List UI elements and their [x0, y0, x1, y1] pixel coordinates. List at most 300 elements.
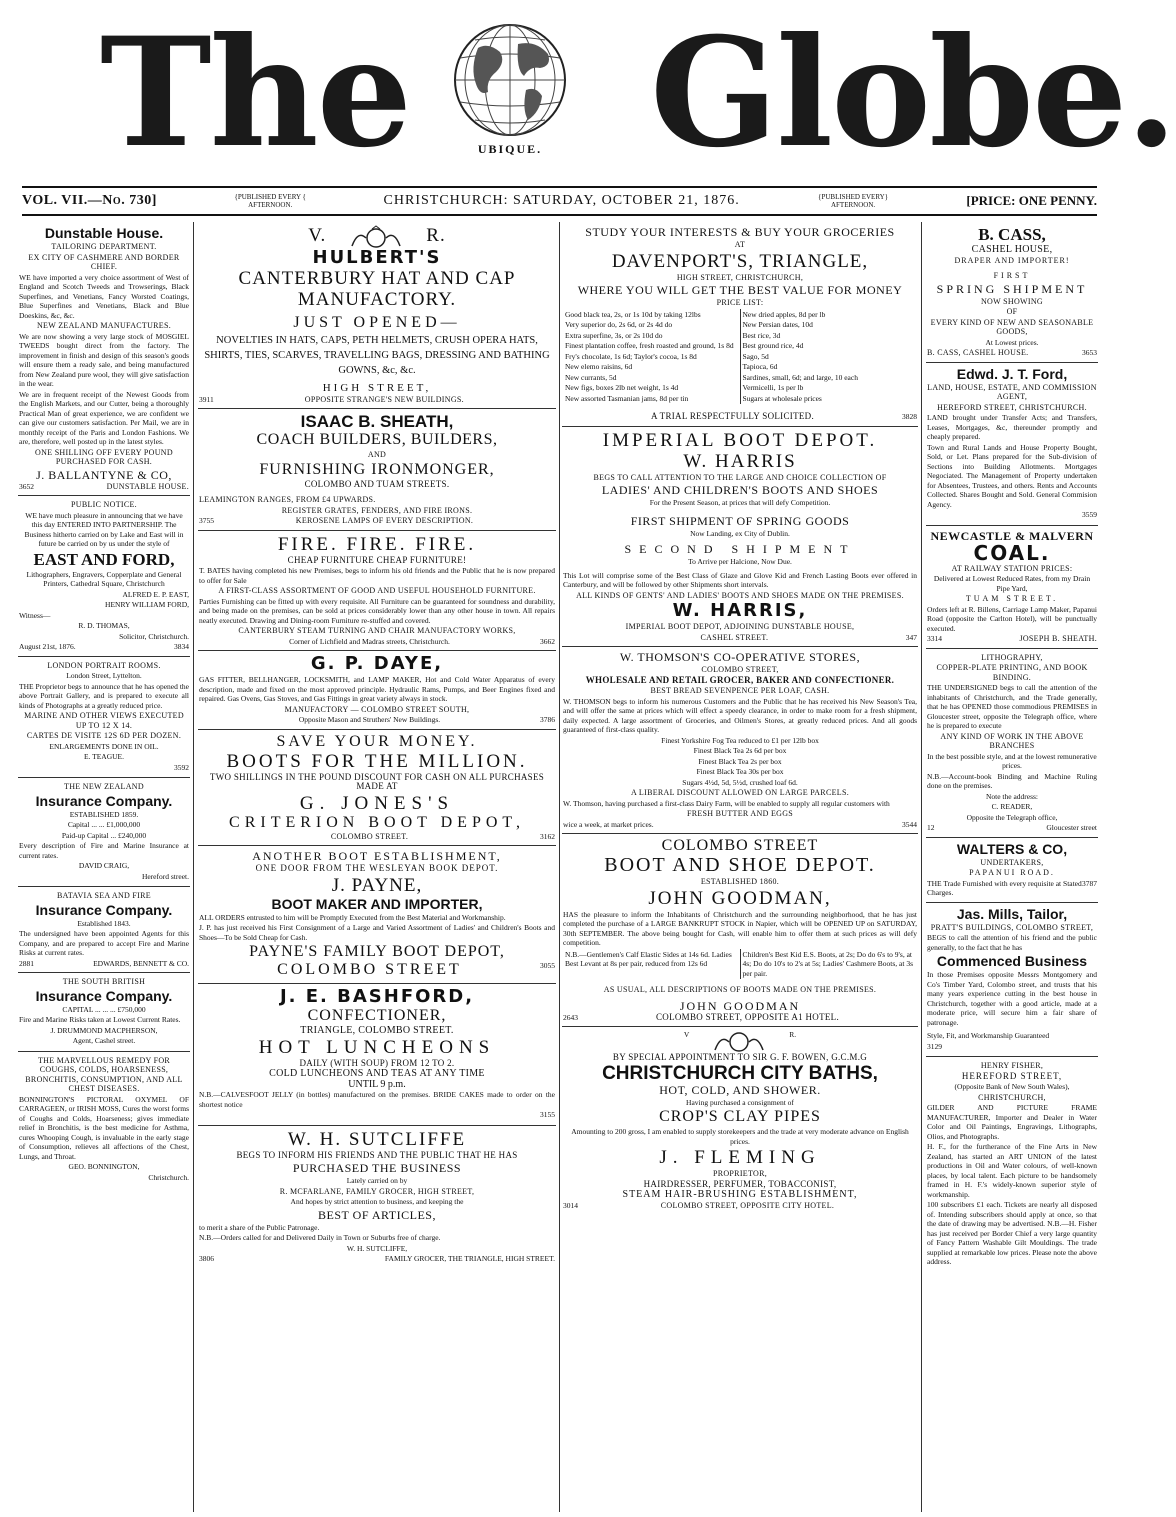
publication-note-left: {PUBLISHED EVERY { AFTERNOON.: [234, 193, 306, 209]
ad-text: At Lowest prices.: [985, 337, 1039, 347]
ad-text: LEAMINGTON RANGES, FROM £4 UPWARDS.: [199, 495, 376, 505]
ad-address: Hereford street.: [141, 871, 189, 881]
ad-text: Amounting to 200 gross, I am enabled to supply storekeepers and the trade at very moderate advance on English prices.: [571, 1127, 909, 1146]
price-item: Finest Yorkshire Fog Tea reduced to £1 per 12lb box: [661, 735, 819, 745]
ad-city-baths: [562, 1027, 918, 1214]
ad-bonnington-remedy: [18, 1052, 190, 1188]
ad-text: In the best possible style, and at the lowest remunerative prices.: [927, 751, 1097, 770]
ad-text: N.B.—CALVESFOOT JELLY (in bottles) manufactured on the premises. BRIDE CAKES made to order on the shortest notice: [199, 1090, 555, 1109]
ad-text: COLD LUNCHEONS AND TEAS AT ANY TIME: [269, 1068, 485, 1080]
ad-title: FIRE. FIRE. FIRE.: [277, 533, 477, 555]
ad-address: COLOMBO AND TUAM STREETS.: [304, 478, 450, 489]
ad-firm-name: DAVENPORT'S, TRIANGLE,: [611, 250, 869, 272]
ad-subtitle: WHOLESALE AND RETAIL GROCER, BAKER AND CONFECTIONER.: [585, 674, 895, 685]
price-item: New figs, boxes 2lb net weight, 1s 4d: [565, 383, 679, 392]
ad-subtitle: THE NEW ZEALAND: [64, 782, 144, 791]
column-rule: [193, 222, 194, 1512]
price-item: Sugars at wholesale prices: [742, 393, 822, 403]
column-1: [18, 222, 190, 1512]
ad-isaac-sheath: [198, 409, 556, 531]
ad-address: Agent, Cashel street.: [72, 1036, 136, 1045]
ad-london-portrait: [18, 657, 190, 779]
ad-number: 3155: [540, 1110, 555, 1120]
ad-text: ALL ORDERS entrusted to him will be Promptly Executed from the Best Material and Workmanship.: [199, 912, 506, 922]
ad-jones-criterion: [198, 730, 556, 847]
ad-text: HAIRDRESSER, PERFUMER, TOBACCONIST,: [643, 1178, 837, 1189]
ad-address: HEREFORD STREET, CHRISTCHURCH.: [937, 402, 1087, 412]
ad-text: Lithographers, Engravers, Copperplate and General Printers, Cathedral Square, Christchurch: [26, 569, 182, 588]
ad-number: 3055: [539, 961, 555, 971]
ad-title: SPRING SHIPMENT: [936, 281, 1088, 296]
ad-number: 3314: [927, 634, 942, 643]
ad-text: Established 1843.: [77, 918, 131, 928]
ad-text: CANTERBURY STEAM TURNING AND CHAIR MANUFACTORY WORKS,: [238, 626, 516, 636]
publication-note-right: {PUBLISHED EVERY} AFTERNOON.: [818, 193, 889, 209]
ad-firm-name: J. E. BASHFORD,: [279, 986, 475, 1008]
ad-text: BEGS to call the attention of his friend and the public generally, to the fact that he has: [927, 933, 1097, 952]
ad-daye: [198, 651, 556, 730]
ad-text: ENLARGEMENTS DONE IN OIL.: [49, 741, 159, 751]
price-item: Best ground rice, 4d: [742, 341, 804, 350]
ad-subtitle: LAND, HOUSE, ESTATE, AND COMMISSION AGENT,: [927, 382, 1097, 401]
ad-address: Gloucester street: [1046, 823, 1097, 832]
ad-text: HAS the pleasure to inform the Inhabitants of Christchurch and the surrounding neighborhood, that he has just completed the purchase of a LARGE BANKRUPT STOCK in Napier, which will be OPENED UP on SATURDAY, 30th SEPTEMBER. The above being bought for Cash, will enable him to offer them at such prices as will defy competition.: [563, 909, 917, 947]
ad-batavia-insurance: [18, 887, 190, 973]
ad-address: DUNSTABLE HOUSE.: [106, 481, 189, 491]
ad-firm-name: HENRY FISHER,: [980, 1061, 1044, 1070]
royal-crest-icon: [346, 226, 406, 248]
ad-text: EX CITY OF CASHMERE AND BORDER CHIEF.: [28, 252, 180, 271]
ad-signature: HENRY WILLIAM FORD,: [105, 600, 189, 609]
ad-firm-name: JOHN GOODMAN,: [648, 887, 832, 909]
ad-subtitle: HOT, COLD, AND SHOWER.: [659, 1082, 821, 1097]
ad-text: Solicitor, Christchurch.: [119, 631, 189, 641]
ad-address: Corner of Lichfield and Madras streets, Christchurch.: [289, 636, 450, 646]
ad-title: LONDON PORTRAIT ROOMS.: [47, 660, 161, 670]
ad-text: 100 subscribers £1 each. Tickets are nearly all disposed of. Intending subscribers should apply at once, so that the date of drawing may be advertised. N.B.—H. Fisher has just received per Border Chief a very large quantity of Fancy Pattern Washable Gilt Mouldings. The trade supplied at remarkable low prices. Please note the above address.: [927, 1200, 1097, 1266]
ad-text: T. BATES having completed his new Premises, begs to inform his old friends and the Public that he is now prepared to offer for Sale: [199, 566, 555, 585]
price-item: Sardines, small, 6d; and large, 10 each: [742, 372, 858, 382]
ad-signature: E. TEAGUE.: [83, 752, 125, 761]
ad-text: FRESH BUTTER AND EGGS: [686, 809, 794, 818]
price-item: New assorted Tasmanian jams, 8d per tin: [565, 393, 689, 403]
ad-subtitle: NEW ZEALAND MANUFACTURES.: [36, 321, 172, 330]
ad-title: THE MARVELLOUS REMEDY FOR COUGHS, COLDS, HOARSENESS, BRONCHITIS, CONSUMPTION, AND ALL CHEST DISEASES.: [25, 1055, 183, 1093]
ad-number: 2643: [563, 1012, 578, 1022]
ad-text: BY SPECIAL APPOINTMENT TO SIR G. F. BOWEN, G.C.M.G: [612, 1052, 868, 1062]
ad-payne: [198, 846, 556, 984]
price-item: Finest plantation coffee, fresh roasted and ground, 1s 8d: [565, 341, 734, 350]
ad-title: CHRISTCHURCH CITY BATHS,: [602, 1062, 878, 1084]
ad-number: 3129: [927, 1041, 942, 1051]
ad-title: CANTERBURY HAT AND CAP MANUFACTORY.: [238, 267, 516, 310]
ad-text: CAPITAL ... ... ... £750,000: [62, 1004, 146, 1014]
dateline: [22, 186, 1097, 216]
price-item: Fry's chocolate, 1s 6d; Taylor's cocoa, 1s 8d: [565, 351, 697, 361]
ad-text: This Lot will comprise some of the Best Class of Glaze and Glove Kid and French Lasting Boots ever offered in Canterbury, and will be followed by other Shipments short intervals.: [563, 570, 917, 589]
ad-title: COAL.: [973, 540, 1051, 565]
ad-text: to merit a share of the Public Patronage.: [199, 1222, 320, 1232]
ad-text: AND: [367, 450, 387, 460]
ad-text: Fire and Marine Risks taken at Lowest Current Rates.: [19, 1015, 181, 1024]
ad-thomson-stores: [562, 647, 918, 834]
price: [PRICE: ONE PENNY.: [966, 193, 1097, 208]
ad-text: Delivered at Lowest Reduced Rates, from my Drain Pipe Yard,: [933, 574, 1091, 593]
ad-address: TRIANGLE, COLOMBO STREET.: [300, 1025, 454, 1037]
ad-subtitle: THE SOUTH BRITISH: [62, 977, 146, 986]
ad-text: NOW SHOWING: [980, 296, 1044, 306]
ad-address: HIGH STREET,: [322, 381, 432, 394]
ad-text: THE Proprietor begs to announce that he has opened the above Portrait Gallery, and is prepared to execute all kinds of Photographs at a greatly reduced price.: [19, 681, 189, 710]
ad-firm-name: J. BALLANTYNE & CO,: [36, 467, 172, 482]
ad-number: 3786: [540, 715, 555, 725]
ad-text: For the Present Season, at prices that will defy Competition.: [649, 498, 831, 507]
ad-address: FAMILY GROCER, THE TRIANGLE, HIGH STREET.: [384, 1254, 555, 1264]
ad-south-british-insurance: [18, 973, 190, 1052]
ad-text: Witness—: [19, 610, 51, 620]
ad-text: PROPRIETOR,: [712, 1169, 768, 1178]
ad-text: BEST BREAD SEVENPENCE PER LOAF, CASH.: [650, 686, 830, 695]
ad-subtitle: SECOND SHIPMENT: [624, 542, 856, 556]
issue-date: CHRISTCHURCH: SATURDAY, OCTOBER 21, 1876.: [383, 193, 740, 208]
ad-subtitle: BEST OF ARTICLES,: [318, 1207, 436, 1222]
ad-title: SAVE YOUR MONEY.: [276, 732, 478, 750]
price-item: Sugars 4½d, 5d, 5½d, crushed loaf 6d.: [682, 777, 798, 787]
ad-text: CARTES DE VISITE 12S 6D PER DOZEN.: [26, 731, 182, 740]
column-2: [198, 222, 556, 1512]
ad-subtitle: CROP'S CLAY PIPES: [659, 1108, 821, 1125]
ad-firm-name: EAST AND FORD,: [33, 549, 175, 569]
ad-text: To Arrive per Halcione, Now Due.: [688, 557, 792, 566]
ad-signature: JOSEPH B. SHEATH.: [1019, 634, 1097, 643]
ad-text: We are now showing a very large stock of MOSGIEL TWEEDS bought direct from the factory. The improvement in finish and design of this season's goods will ensure them a ready sale, and being manufactured from New Zealand pure wool, they will give satisfaction in the wear.: [19, 331, 189, 388]
ad-title: Dunstable House.: [44, 225, 164, 241]
ad-firm-name: W. HARRIS,: [672, 600, 808, 621]
ad-text: Style, Fit, and Workmanship Guaranteed: [927, 1031, 1050, 1040]
ad-address: TUAM STREET.: [965, 594, 1059, 603]
ad-date: August 21st, 1876.: [19, 642, 76, 651]
ad-text: Having purchased a consignment of: [686, 1097, 794, 1107]
ad-goodman-depot: [562, 834, 918, 1027]
ad-text: Paid-up Capital ... £240,000: [61, 830, 147, 840]
ad-number: 3559: [1082, 510, 1097, 519]
price-item: Children's Best Kid E.S. Boots, at 2s; Do do 6's to 9's, at 4s; Do do 10's to 2's at 5s; Ladies' Cashmere Boots, at 3s per pair.: [742, 949, 914, 978]
ad-address: PAPANUI ROAD.: [969, 868, 1055, 877]
ad-number: 3662: [539, 636, 555, 646]
price-item: New elemo raisins, 6d: [565, 362, 633, 371]
ad-dunstable-house: [18, 222, 190, 496]
ad-signature: R. D. THOMAS,: [78, 621, 130, 630]
ad-address: COLOMBO STREET.: [330, 831, 409, 841]
price-item: Tapioca, 6d: [742, 362, 778, 371]
ad-firm-name: WALTERS & CO,: [956, 840, 1068, 857]
price-item: New Persian dates, 10d: [742, 320, 813, 329]
ad-text: In those Premises opposite Messrs Montgomery and Co's Timber Yard, Colombo street, and trusts that his many years experience cutting in the best house in Christchurch, together with a good article, made at a moderate price, will secure him a fair share of patronage.: [927, 970, 1097, 1027]
ad-firm-name: B. CASS,: [978, 225, 1046, 244]
ad-subtitle: LADIES' AND CHILDREN'S BOOTS AND SHOES: [601, 483, 879, 497]
ad-text: A FIRST-CLASS ASSORTMENT OF GOOD AND USEFUL HOUSEHOLD FURNITURE.: [218, 586, 536, 596]
ad-text: BEGS TO INFORM HIS FRIENDS AND THE PUBLIC THAT HE HAS: [236, 1149, 518, 1160]
ad-mills-tailor: [926, 903, 1098, 1058]
price-item: Finest Black Tea 30s per box: [696, 767, 784, 776]
ad-text: WE have much pleasure in announcing that we have this day ENTERED INTO PARTNERSHIP. The Business hitherto carried on by Lake and East will in future be carried on by us under the style of: [24, 510, 184, 548]
price-item: New currants, 5d: [565, 372, 617, 382]
ad-title: W. THOMSON'S CO-OPERATIVE STORES,: [619, 650, 861, 664]
ad-title: COACH BUILDERS, BUILDERS,: [256, 431, 498, 449]
ad-text: BEGS TO CALL ATTENTION TO THE LARGE AND CHOICE COLLECTION OF: [593, 472, 887, 482]
ad-subtitle: TAILORING DEPARTMENT.: [51, 242, 157, 251]
ad-number: 3652: [19, 481, 34, 491]
ad-subtitle: WHERE YOU WILL GET THE BEST VALUE FOR MONEY: [577, 283, 903, 297]
ad-public-notice: [18, 496, 190, 657]
ad-text: The undersigned have been appointed Agents for this Company, and are prepared to accept Fire and Marine Risks at current rates.: [19, 929, 189, 957]
ad-subtitle: UNDERTAKERS,: [980, 857, 1044, 867]
ad-text: J. P. has just received his First Consignment of a Large and Varied Assortment of Ladies' and Children's Boots and Shoes—To be Sold Cheap for Cash.: [199, 923, 555, 942]
ad-sutcliffe: [198, 1126, 556, 1268]
ad-text: ESTABLISHED 1859.: [69, 809, 139, 819]
ad-number: 3911: [199, 394, 214, 404]
ad-firm-name: Jas. Mills, Tailor,: [956, 905, 1068, 922]
ad-text: Lately carried on by: [346, 1176, 408, 1186]
ad-title: STUDY YOUR INTERESTS & BUY YOUR GROCERIES: [585, 225, 895, 239]
ad-signature: DAVID CRAIG,: [78, 861, 130, 870]
ad-firm-name: HULBERT'S: [312, 246, 442, 268]
ad-text: AS USUAL, ALL DESCRIPTIONS OF BOOTS MADE ON THE PREMISES.: [603, 985, 877, 994]
ad-hulbert: [198, 222, 556, 409]
ad-signature: GEO. BONNINGTON,: [68, 1162, 140, 1171]
ad-number: 3544: [902, 819, 917, 829]
ad-text: STEAM HAIR-BRUSHING ESTABLISHMENT,: [622, 1189, 858, 1200]
ad-address: London Street, Lyttelton.: [66, 671, 142, 680]
ad-harris-imperial: [562, 427, 918, 648]
ad-subtitle: PURCHASED THE BUSINESS: [292, 1161, 462, 1176]
ad-text: BONNINGTON'S PICTORAL OXYMEL OF CARRAGEEN, or IRISH MOSS, Cures the worst forms of Coughs and Colds, Hoarseness; gives immediate relief in Bronchitis, is the best medicine for Asthma, cures Whooping Cough, is invaluable in the early stage of Consumption, relieves all affections of the Chest, Lungs, and Throat.: [19, 1094, 189, 1161]
ad-address: Opposite the Telegraph office,: [966, 812, 1058, 822]
ad-firm-name: Edwd. J. T. Ford,: [956, 365, 1068, 382]
ad-text: Parties Furnishing can be fitted up with every requisite. All Furniture can be guaranteed for soundness and durability, and being made on the premises, can be sold at prices considerably lower than any other house in town. All repairs neatly executed. Drawing and Dining-room Furniture re-stuffed and covered.: [199, 596, 555, 625]
ad-title: HOT LUNCHEONS: [258, 1036, 496, 1058]
ad-address: HEREFORD STREET,: [961, 1070, 1063, 1081]
column-4: [926, 222, 1098, 1512]
ad-address: CASHEL STREET.: [700, 632, 769, 642]
ad-reader-lithography: [926, 649, 1098, 838]
ad-walters: [926, 838, 1098, 903]
volume-number: VOL. VII.—No. 730]: [22, 193, 157, 208]
ad-signature: JOHN GOODMAN: [679, 998, 801, 1013]
ad-coal: [926, 526, 1098, 649]
ad-subtitle: DRAPER AND IMPORTER!: [954, 255, 1070, 265]
ad-text: N.B.—Orders called for and Delivered Daily in Town or Suburbs free of charge.: [199, 1233, 441, 1243]
ad-text: THE Trade Furnished with every requisite at Stated Charges.: [927, 878, 1082, 897]
price-item: Best rice, 3d: [742, 330, 781, 340]
ad-text: GILDER AND PICTURE FRAME MANUFACTURER, Importer and Dealer in Water Color and Oil Paintings, Engravings, Lithographs, Olios, and Photographs.: [927, 1103, 1097, 1141]
ad-text: TWO SHILLINGS IN THE POUND DISCOUNT FOR CASH ON ALL PURCHASES MADE AT: [209, 771, 545, 792]
ad-text: ALL KINDS OF GENTS' AND LADIES' BOOTS AND SHOES MADE ON THE PREMISES.: [576, 590, 904, 600]
ad-text: R. MCFARLANE, FAMILY GROCER, HIGH STREET,: [279, 1186, 475, 1196]
ad-title: Insurance Company.: [35, 987, 173, 1004]
ad-number: 3828: [901, 412, 917, 421]
royal-crest-icon: [709, 1030, 769, 1052]
ad-title: LITHOGRAPHY,: [981, 652, 1043, 662]
ad-text: PRICE LIST:: [716, 298, 764, 307]
ad-text: Town and Rural Lands and House Property Bought, Sold, or Let. Plans prepared for the Sub-division of Sections into Building Allotments. Mortgages Negociated. The Management of Property undertaken for Absentees, Trustees, and others. Rents and Accounts Collected. Shares Bought and Sold. General Commision Agency.: [927, 442, 1097, 509]
price-item: Very superior do, 2s 6d, or 2s 4d do: [565, 320, 673, 329]
royal-initial-v: V.: [308, 225, 327, 246]
ad-title: Insurance Company.: [35, 792, 173, 809]
ad-text: ONE SHILLING OFF EVERY POUND PURCHASED FOR CASH.: [35, 447, 173, 466]
ad-text: We are in frequent receipt of the Newest Goods from the English Markets, and our Cutter, being a thoroughly Practical Man of great experience, we are confident we can give our customers satisfaction. Per Mail, we are in monthly receipt of the Paris and London Fashions. We are, therefore, well posted up in the latest styles.: [19, 389, 189, 446]
ad-firm-name: J. FLEMING: [659, 1147, 821, 1168]
ad-fisher: [926, 1057, 1098, 1272]
ad-title: IMPERIAL BOOT DEPOT.: [602, 429, 878, 451]
ad-signature: W. H. SUTCLIFFE,: [346, 1243, 408, 1253]
ad-text: N.B.—Account-book Binding and Machine Ruling done on the premises.: [927, 771, 1097, 790]
ad-address: Christchurch.: [148, 1172, 189, 1182]
ad-number: 3014: [563, 1200, 578, 1210]
ad-firm-name: G. JONES'S: [299, 792, 455, 814]
price-item: Finest Black Tea 2s 6d per box: [693, 746, 787, 755]
ad-text: W. THOMSON begs to inform his numerous Customers and the Public that he has received his New Season's Tea, and will offer the same at prices which will effect a speedy clearance, in order to make room for a fresh shipment, daily expected. A large assortment of Groceries, and Oilmen's Stores, at greatly reduced prices. And all goods guaranteed of first-class quality.: [563, 696, 917, 734]
ad-text: A LIBERAL DISCOUNT ALLOWED ON LARGE PARCELS.: [630, 788, 850, 797]
ad-subtitle: BATAVIA SEA AND FIRE: [57, 891, 151, 900]
ad-subtitle: CONFECTIONER,: [307, 1007, 447, 1025]
royal-initial-r: R.: [426, 225, 446, 246]
ad-address: COLOMBO STREET,: [701, 665, 779, 674]
ad-number: 2881: [19, 958, 34, 968]
ad-cass: [926, 222, 1098, 363]
ad-text: FIRST: [993, 271, 1031, 280]
ad-number: 3653: [1082, 348, 1097, 357]
ad-text: OF: [1006, 307, 1018, 316]
ad-firm-name: W. H. SUTCLIFFE: [287, 1128, 467, 1150]
column-rule: [921, 222, 922, 1512]
ad-address: COLOMBO STREET, OPPOSITE CITY HOTEL.: [660, 1200, 835, 1210]
ad-text: A TRIAL RESPECTFULLY SOLICITED.: [650, 411, 815, 421]
ad-text: GAS FITTER, BELLHANGER, LOCKSMITH, and LAMP MAKER, Hot and Cold Water Apparatus of every description, made and fixed on the most approved principle. Hydraulic Rams, Pumps, and Beer Engines fixed and repaired. Gas Ovens, Gas Stoves, and Gas Fittings in great variety always in stock.: [199, 675, 555, 704]
ad-text: UNTIL 9 p.m.: [348, 1078, 406, 1090]
ad-title: BOOT AND SHOE DEPOT.: [604, 854, 876, 876]
royal-initial-v: V: [683, 1030, 690, 1039]
ad-subtitle: JUST OPENED—: [293, 313, 461, 331]
ad-firm-name: G. P. DAYE,: [310, 653, 444, 675]
boot-prices: [563, 949, 917, 980]
ad-text: THE UNDERSIGNED begs to call the attention of the inhabitants of Christchurch, and the Trade generally, that he has OPENED those commodious PREMISES in Gloucester street, opposite the Telegraph office, where he is prepared to execute: [927, 683, 1097, 730]
ad-text: DAILY (WITH SOUP) FROM 12 TO 2.: [299, 1057, 455, 1068]
ad-title: Commenced Business: [936, 953, 1088, 969]
ad-firm-name: W. HARRIS: [683, 450, 797, 472]
ad-bashford: [198, 984, 556, 1126]
price-item: Good black tea, 2s, or 1s 10d by taking 12lbs: [565, 309, 701, 319]
price-list: [563, 309, 917, 405]
ad-text: ESTABLISHED 1860.: [700, 877, 780, 886]
royal-initial-r: R.: [789, 1030, 797, 1039]
ad-davenport: [562, 222, 918, 427]
ad-subtitle: COPPER-PLATE PRINTING, AND BOOK BINDING.: [936, 663, 1088, 682]
motto: UBIQUE.: [477, 142, 543, 156]
ad-firm-name: ISAAC B. SHEATH,: [300, 412, 454, 432]
ad-ford-agent: [926, 363, 1098, 526]
price-item: N.B.—Gentlemen's Calf Elastic Sides at 14s 6d. Ladies Best Levant at 8s per pair, reduced from 12s 6d: [565, 949, 732, 968]
ad-address: OPPOSITE STRANGE'S NEW BUILDINGS.: [304, 394, 464, 404]
ad-address: CASHEL HOUSE,: [971, 244, 1053, 255]
ad-number: 347: [905, 632, 917, 642]
masthead: [0, 0, 1176, 181]
ad-subtitle: CRITERION BOOT DEPOT,: [229, 813, 525, 831]
price-item: Vermicelli, 1s per lb: [742, 383, 804, 392]
ad-address: COLOMBO STREET, OPPOSITE A1 HOTEL.: [655, 1011, 840, 1022]
masthead-title-left: The: [100, 5, 411, 181]
ad-text: NOVELTIES IN HATS, CAPS, PETH HELMETS, CRUSH OPERA HATS, SHIRTS, TIES, SCARVES, TRAVELLING BAGS, DRESSING AND BATHING GOWNS, &c, &c.: [204, 334, 550, 376]
ad-number: 3806: [199, 1254, 214, 1264]
ad-signature: EDWARDS, BENNETT & CO.: [93, 958, 189, 968]
ad-address: CHRISTCHURCH,: [978, 1092, 1046, 1102]
ad-signature: J. DRUMMOND MACPHERSON,: [50, 1025, 158, 1035]
ad-text: And hopes by strict attention to business, and keeping the: [290, 1197, 464, 1207]
ad-address: COLOMBO STREET: [277, 961, 462, 979]
ad-nz-insurance: [18, 778, 190, 887]
ad-text: Note the address:: [985, 791, 1039, 801]
price-item: Sago, 5d: [742, 351, 769, 361]
ad-address: Opposite Mason and Struthers' New Buildings.: [298, 715, 441, 725]
ad-title: FURNISHING IRONMONGER,: [259, 460, 495, 478]
column-3: [562, 222, 918, 1512]
ad-address: PRATT'S BUILDINGS, COLOMBO STREET,: [930, 922, 1094, 932]
ad-subtitle: AT RAILWAY STATION PRICES:: [951, 563, 1073, 573]
ad-number: 3592: [174, 762, 189, 772]
ad-text: WE have imported a very choice assortment of West of England and Scotch Tweeds and Trowserings, Black Superfines, and Venetians, Fancy Worsted Coatings, Blue Superfines and Venetians, Black and Blue Doeskins, &c, &c.: [19, 272, 189, 320]
ad-text: REGISTER GRATES, FENDERS, AND FIRE IRONS.: [281, 505, 473, 515]
ad-text: AT: [734, 240, 746, 249]
ad-signature: B. CASS, CASHEL HOUSE.: [927, 348, 1029, 357]
ad-address: IMPERIAL BOOT DEPOT, ADJOINING DUNSTABLE HOUSE,: [625, 622, 855, 631]
ad-signature: C. READER,: [991, 802, 1033, 811]
ad-text: MARINE AND OTHER VIEWS EXECUTED UP TO 12 X 14.: [24, 711, 184, 730]
ad-text: Capital ... ... £1,000,000: [67, 820, 141, 829]
ad-title: Insurance Company.: [35, 901, 173, 918]
ad-number: 3834: [174, 642, 189, 651]
price-item: Finest Black Tea 2s per box: [698, 756, 782, 766]
ad-title: COLOMBO STREET: [661, 837, 819, 854]
ad-text: EVERY KIND OF NEW AND SEASONABLE GOODS,: [930, 317, 1094, 336]
ad-text: LAND brought under Transfer Acts; and Transfers, Leases, Mortgages, &c, thereunder promptly and cheaply prepared.: [927, 413, 1097, 441]
ad-title: NEWCASTLE & MALVERN: [930, 528, 1094, 543]
ad-signature: ALFRED E. P. EAST,: [122, 589, 189, 599]
ad-title: PUBLIC NOTICE.: [71, 500, 137, 509]
ad-number: 12: [927, 823, 935, 832]
ad-address: (Opposite Bank of New South Wales),: [954, 1082, 1070, 1091]
price-item: New dried apples, 8d per lb: [742, 309, 826, 319]
ad-subtitle: FIRST SHIPMENT OF SPRING GOODS: [630, 513, 850, 528]
ad-text: Now Landing, ex City of Dublin.: [690, 528, 790, 538]
ad-text: KEROSENE LAMPS OF EVERY DESCRIPTION.: [295, 516, 474, 526]
ad-text: Every description of Fire and Marine Insurance at current rates.: [19, 841, 189, 860]
ad-text: ANY KIND OF WORK IN THE ABOVE BRANCHES: [940, 731, 1084, 750]
ad-text: W. Thomson, having purchased a first-class Dairy Farm, will be enabled to supply all regular customers with: [563, 798, 890, 808]
ad-bates-furniture: [198, 531, 556, 652]
ad-subtitle: BOOT MAKER AND IMPORTER,: [271, 895, 483, 912]
ad-title: PAYNE'S FAMILY BOOT DEPOT,: [249, 943, 505, 961]
ad-title: ANOTHER BOOT ESTABLISHMENT,: [252, 849, 502, 864]
price-item: Extra superfine, 3s, or 2s 10d do: [565, 330, 663, 340]
ad-text: H. F., for the furtherance of the Fine Arts in New Zealand, has started an ART UNION of the latest productions in Oil and Water colours, of well-known places, by local talent. Each picture to be handsomely framed in H. F.'s widely-known superior style of workmanship.: [927, 1142, 1097, 1199]
ad-address: HIGH STREET, CHRISTCHURCH,: [676, 272, 804, 282]
ad-number: 3787: [1082, 878, 1097, 888]
ad-address: MANUFACTORY — COLOMBO STREET SOUTH,: [284, 704, 470, 714]
ad-firm-name: J. PAYNE,: [331, 874, 423, 896]
masthead-title-right: Globe.: [650, 5, 1176, 181]
ad-text: Orders left at R. Billens, Carriage Lamp Maker, Papanui Road (opposite the Carlton Hotel), will be punctually executed.: [927, 604, 1097, 633]
ad-title: BOOTS FOR THE MILLION.: [226, 750, 528, 772]
